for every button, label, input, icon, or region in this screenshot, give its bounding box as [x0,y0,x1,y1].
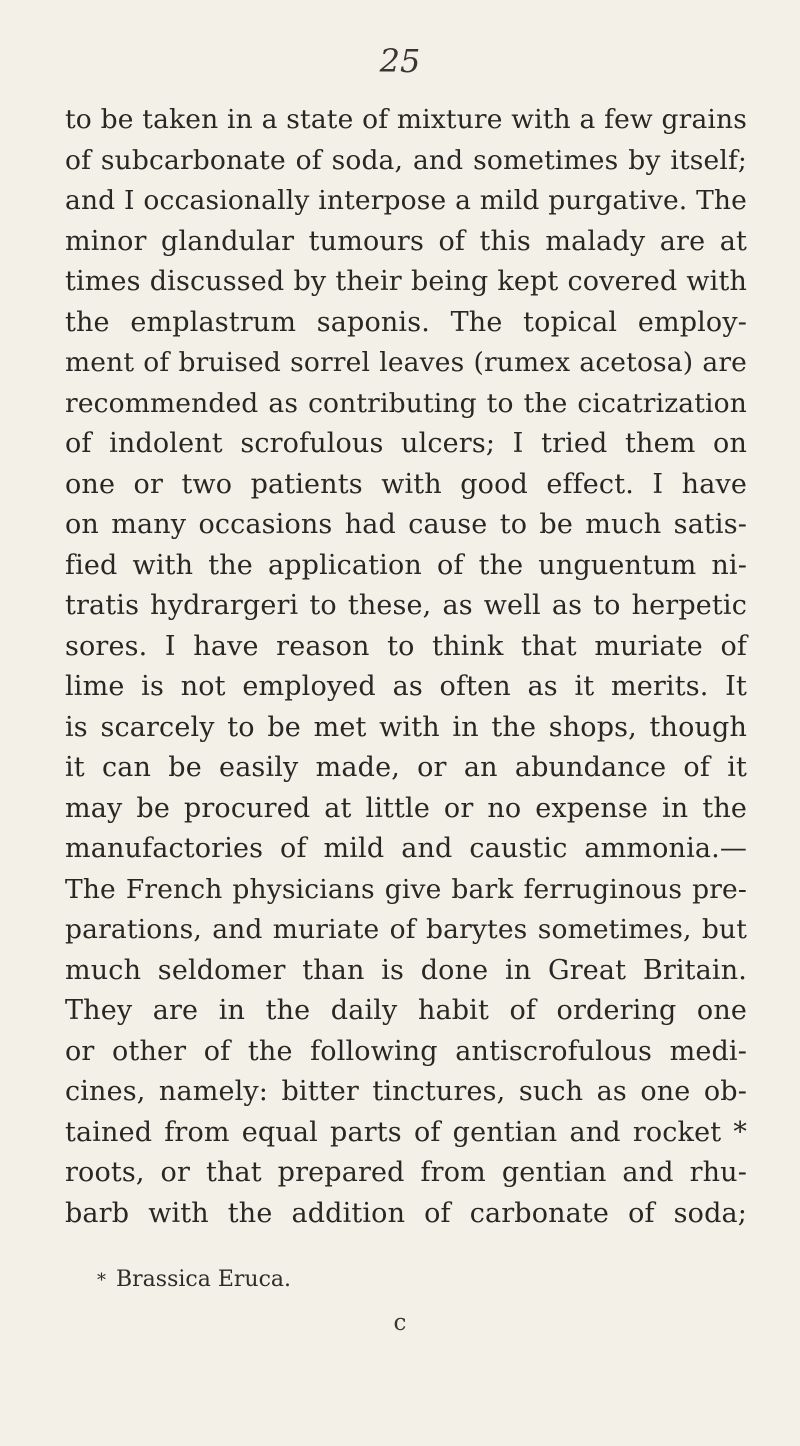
text-line: The French physicians give bark ferruginous pre- [65,873,747,905]
text-line: and I occasionally interpose a mild purgative. The [65,185,747,216]
text-line: to be taken in a state of mixture with a few grains [65,104,747,135]
text-line: lime is not employed as often as it merits. It [65,671,747,702]
text-line: much seldomer than is done in Great Britain. [65,954,747,986]
signature-mark: c [393,1310,407,1336]
text-line: times discussed by their being kept covered with [65,266,747,297]
footnote-text: Brassica Eruca. [116,1267,292,1292]
text-line: minor glandular tumours of this malady are at [65,225,747,257]
text-line: of indolent scrofulous ulcers; I tried them on [65,428,747,459]
text-line: roots, or that prepared from gentian and rhu- [65,1157,747,1188]
text-line: is scarcely to be met with in the shops, though [65,711,747,743]
text-line: sores. I have reason to think that muriate of [65,630,747,662]
text-line: the emplastrum saponis. The topical employ- [65,306,747,338]
text-line: tratis hydrargeri to these, as well as to herpetic [65,590,747,621]
text-line: one or two patients with good effect. I have [65,468,747,500]
footnote-mark: * [97,1270,106,1291]
text-line: tained from equal parts of gentian and rocket * [65,1116,747,1148]
text-line: fied with the application of the unguentum ni- [65,549,747,581]
text-line: it can be easily made, or an abundance of it [65,752,747,783]
body-text [65,100,747,1234]
text-line: may be procured at little or no expense in the [65,792,747,824]
text-line: ment of bruised sorrel leaves (rumex acetosa) are [65,347,747,378]
text-line: parations, and muriate of barytes sometimes, but [65,914,747,945]
footnote [97,1265,291,1296]
text-line: cines, namely: bitter tinctures, such as one ob- [65,1076,747,1107]
text-line: manufactories of mild and caustic ammonia.— [65,833,747,864]
text-line: recommended as contributing to the cicatrization [65,387,747,419]
text-line: They are in the daily habit of ordering one [65,995,747,1026]
text-line: on many occasions had cause to be much satis- [65,509,747,540]
page-number: 25 [379,42,421,80]
text-line: of subcarbonate of soda, and sometimes by itself; [65,144,747,176]
text-line: or other of the following antiscrofulous medi- [65,1035,747,1067]
text-line: barb with the addition of carbonate of soda; [65,1197,747,1229]
